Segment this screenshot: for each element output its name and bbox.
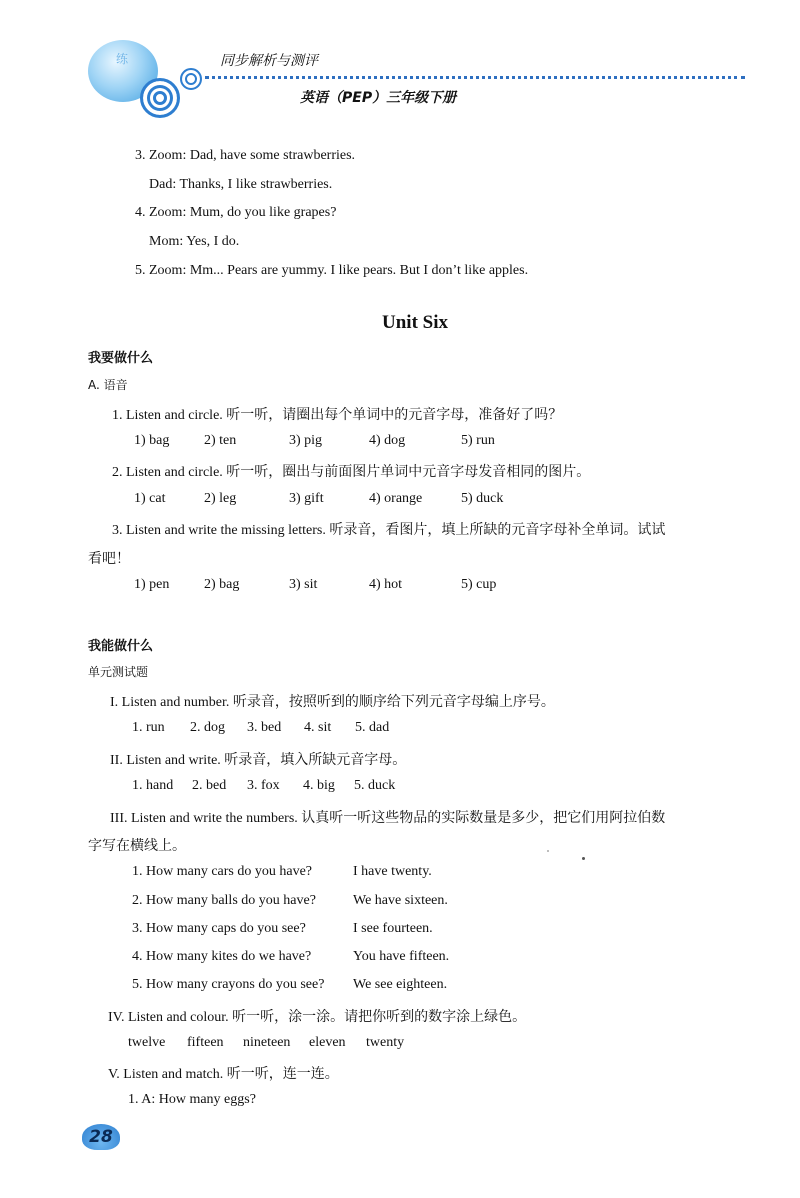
qa-question: 2. How many balls do you have? — [132, 893, 316, 908]
word: 2) leg — [204, 491, 237, 506]
dialogue-line: Dad: Thanks, I like strawberries. — [149, 177, 333, 192]
qa-question: 3. How many caps do you see? — [132, 921, 306, 936]
dialogue-line: 4. Zoom: Mum, do you like grapes? — [135, 205, 337, 220]
question: 1. Listen and circle. 听一听，请圈出每个单词中的元音字母，准备好了吗？ — [112, 408, 563, 423]
unit-title: Unit Six — [382, 312, 448, 333]
word: 2. bed — [192, 778, 227, 793]
word: 1) bag — [134, 433, 170, 448]
word: 4. big — [303, 778, 335, 793]
dialogue-line: 3. Zoom: Dad, have some strawberries. — [135, 148, 356, 163]
speck — [547, 850, 549, 852]
word: 1. hand — [132, 778, 174, 793]
logo-char: 练 — [116, 52, 129, 66]
word: 1. run — [132, 720, 165, 735]
section-heading: 我能做什么 — [88, 639, 154, 654]
match-item: 1. A: How many eggs? — [128, 1092, 256, 1107]
question: III. Listen and write the numbers. 认真听一听这些物品的实际数量是多少，把它们用阿拉伯数 — [110, 811, 666, 826]
dialogue-line: 5. Zoom: Mm... Pears are yummy. I like pears. But I don’t like apples. — [135, 263, 529, 278]
qa-question: 4. How many kites do we have? — [132, 949, 312, 964]
subject-title: 英语（PEP）三年级下册 — [300, 90, 457, 106]
qa-answer: I have twenty. — [353, 864, 432, 879]
question: I. Listen and number. 听录音，按照听到的顺序给下列元音字母编上序号。 — [110, 695, 555, 710]
word: 1) pen — [134, 577, 170, 592]
word: 4. sit — [304, 720, 332, 735]
word: twelve — [128, 1035, 166, 1050]
speck — [582, 857, 585, 860]
qa-answer: You have fifteen. — [353, 949, 450, 964]
section-subheading: A. 语音 — [88, 378, 128, 392]
word: 4) dog — [369, 433, 406, 448]
word: 3. bed — [247, 720, 282, 735]
word: fifteen — [187, 1035, 224, 1050]
word: twenty — [366, 1035, 405, 1050]
word: 4) hot — [369, 577, 403, 592]
word: 3) pig — [289, 433, 323, 448]
qa-answer: We see eighteen. — [353, 977, 448, 992]
word: 5) cup — [461, 577, 497, 592]
section-heading: 我要做什么 — [88, 351, 154, 366]
qa-question: 5. How many crayons do you see? — [132, 977, 325, 992]
question: V. Listen and match. 听一听，连一连。 — [108, 1067, 339, 1082]
qa-answer: I see fourteen. — [353, 921, 433, 936]
word: 2) ten — [204, 433, 237, 448]
word: 3) gift — [289, 491, 324, 506]
question-continued: 看吧！ — [88, 552, 130, 567]
word: 1) cat — [134, 491, 166, 506]
question: IV. Listen and colour. 听一听，涂一涂。请把你听到的数字涂上绿色。 — [108, 1010, 527, 1025]
word: 5. dad — [355, 720, 390, 735]
question: 2. Listen and circle. 听一听，圈出与前面图片单词中元音字母发音相同的图片。 — [112, 465, 591, 480]
qa-question: 1. How many cars do you have? — [132, 864, 313, 879]
page-number: 28 — [82, 1124, 120, 1150]
word: 4) orange — [369, 491, 423, 506]
word: 3. fox — [247, 778, 280, 793]
word: 3) sit — [289, 577, 318, 592]
word: 2) bag — [204, 577, 240, 592]
question: II. Listen and write. 听录音，填入所缺元音字母。 — [110, 753, 407, 768]
word: 2. dog — [190, 720, 225, 735]
section-subheading: 单元测试题 — [88, 665, 149, 679]
word: eleven — [309, 1035, 346, 1050]
qa-answer: We have sixteen. — [353, 893, 448, 908]
word: 5. duck — [354, 778, 396, 793]
dialogue-line: Mom: Yes, I do. — [149, 234, 240, 249]
series-title: 同步解析与测评 — [220, 53, 318, 69]
word: 5) run — [461, 433, 495, 448]
question: 3. Listen and write the missing letters. 听录音，看图片，填上所缺的元音字母补全单词。试试 — [112, 523, 666, 538]
word: nineteen — [243, 1035, 291, 1050]
word: 5) duck — [461, 491, 504, 506]
question-continued: 字写在横线上。 — [88, 839, 186, 854]
